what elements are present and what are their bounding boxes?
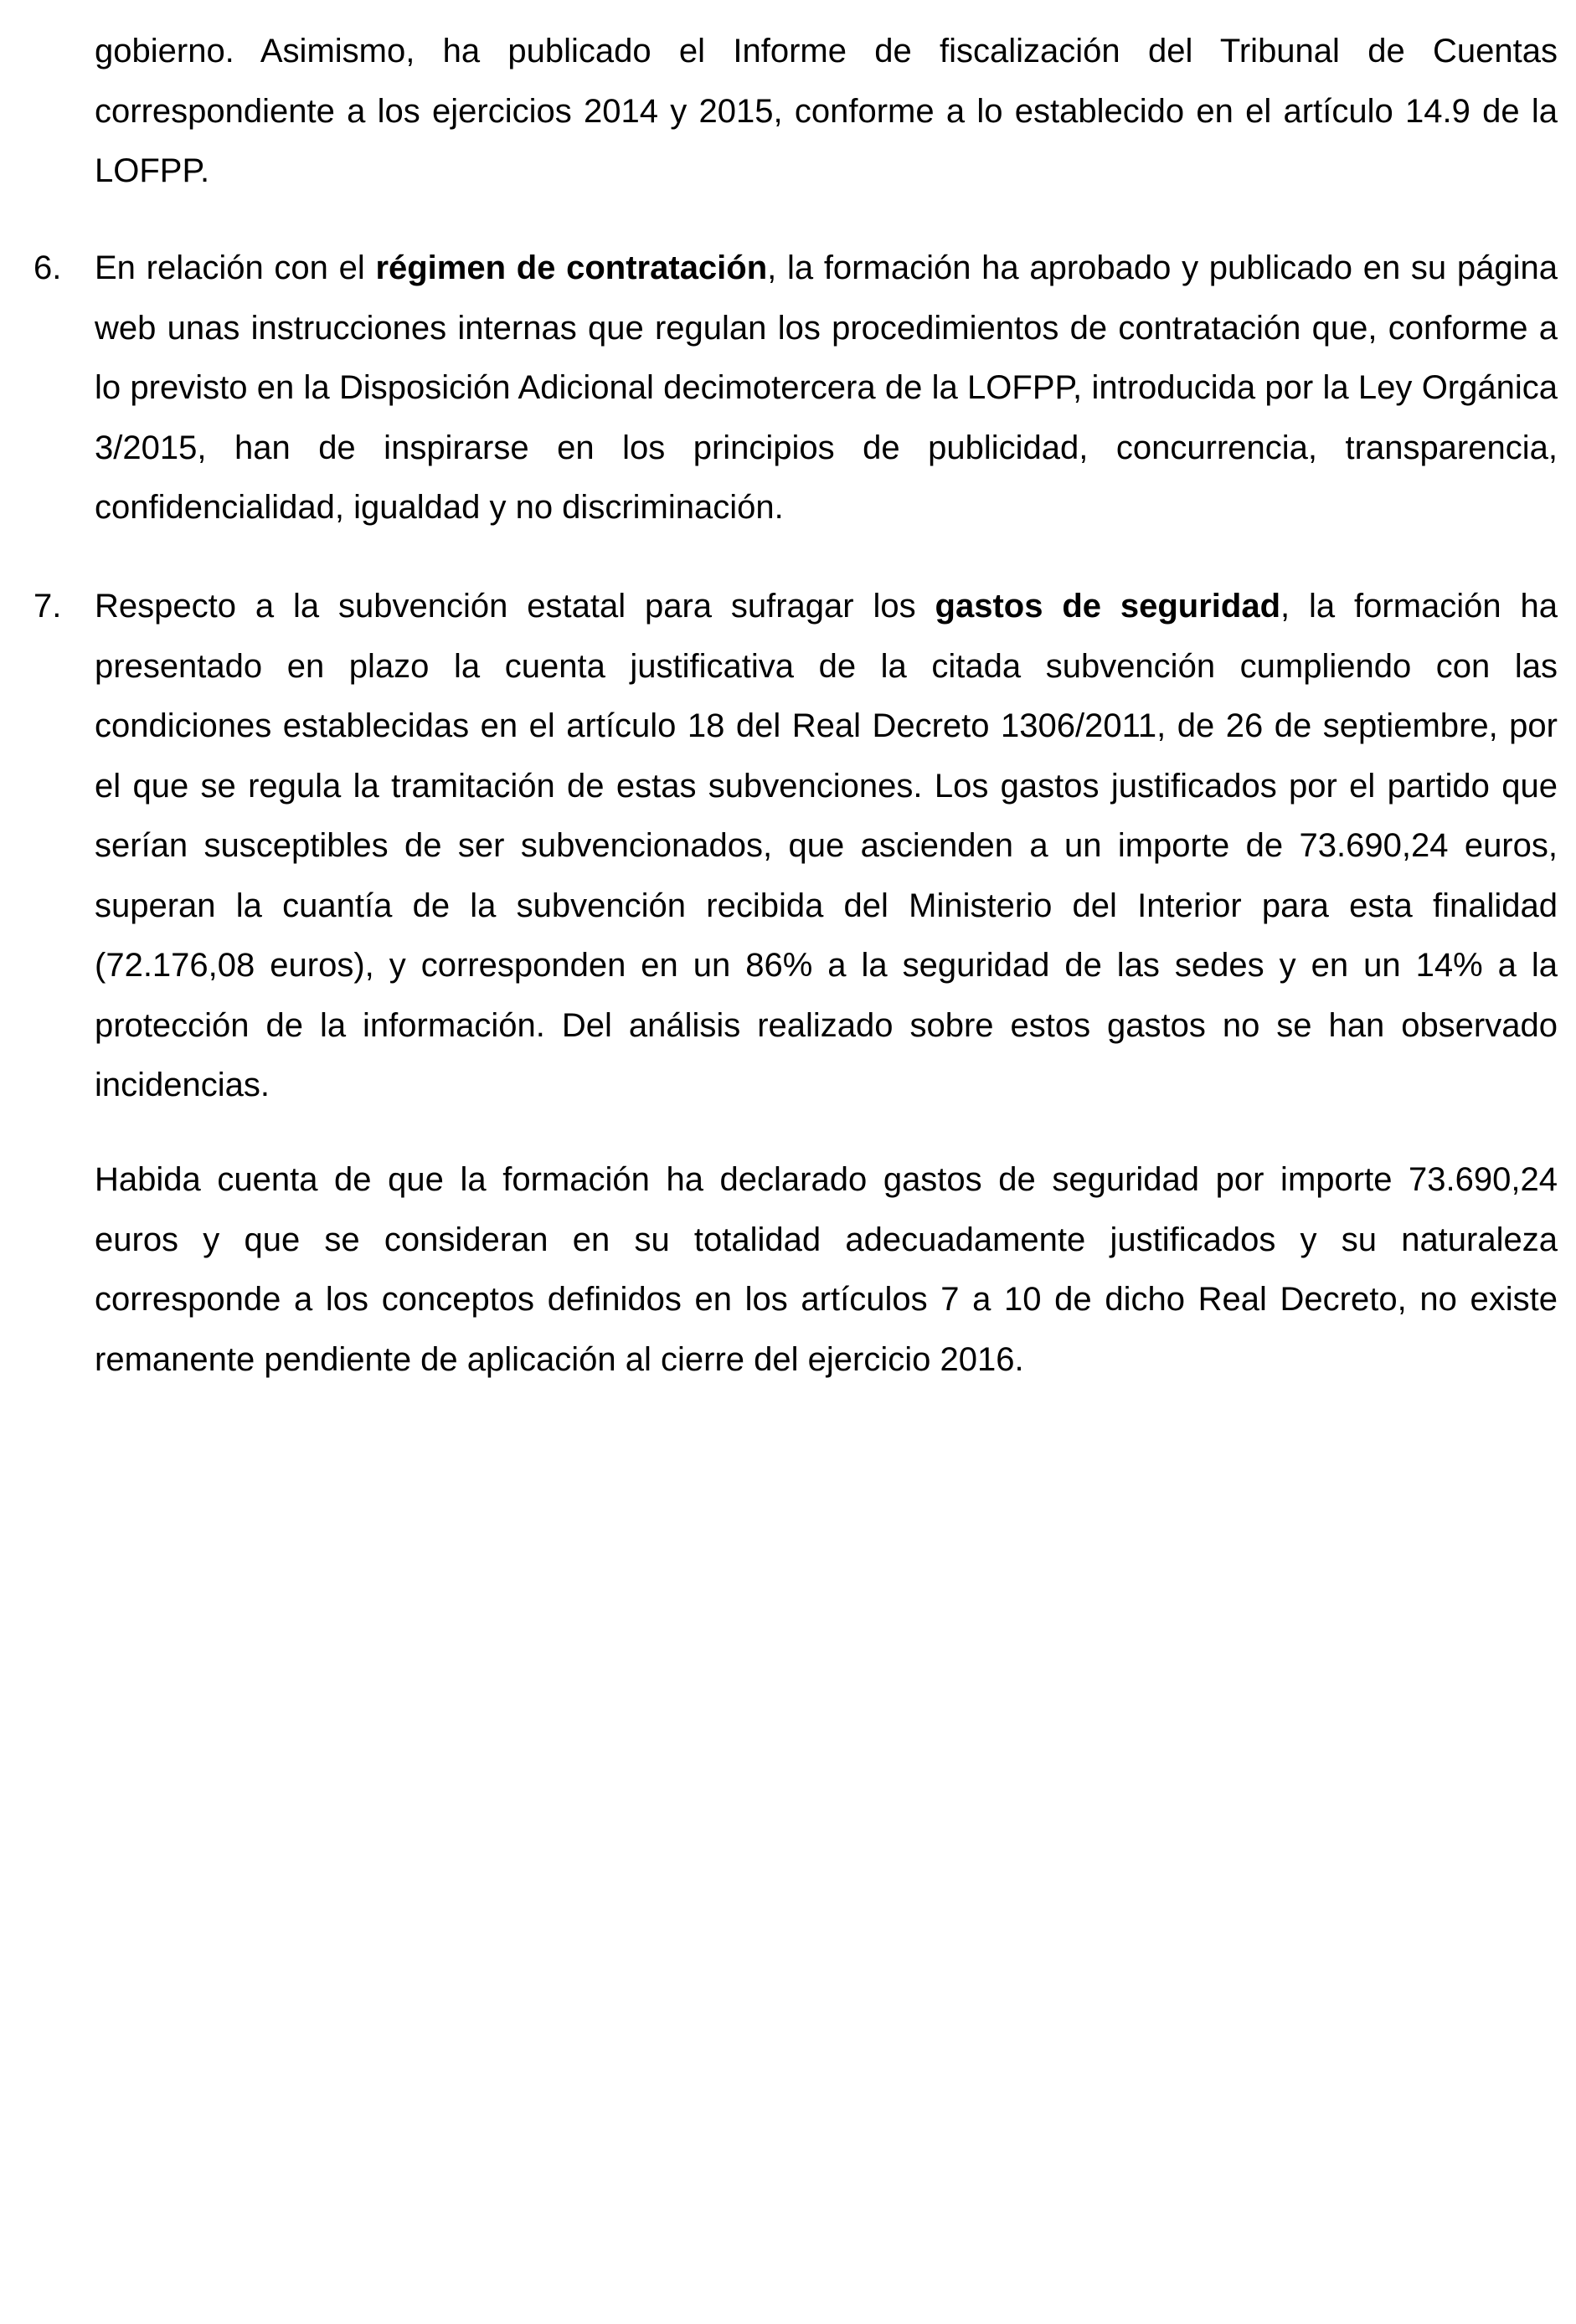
item-7-text-end: , la formación ha presentado en plazo la cuenta justificativa de la citada subvención cumpliendo con las condiciones establecidas en el artículo 18 del Real Decreto 1306/2011, de 26 de septiembre, por el que se regula la tramitación de estas subvenciones. Los gastos justificados por el partido que serían susceptibles de ser subvencionados, que ascienden a un importe de 73.690,24 euros, superan la cuantía de la subvención recibida del Ministerio del Interior para esta finalidad (72.176,08 euros), y corresponden en un 86% a la seguridad de las sedes y en un 14% a la protección de la información. Del análisis realizado sobre estos gastos no se han observado incidencias. bbox=[95, 588, 1558, 1103]
item-7-paragraph bbox=[95, 577, 1558, 1116]
continuation-paragraph: gobierno. Asimismo, ha publicado el Informe de fiscalización del Tribunal de Cuentas correspondiente a los ejercicios 2014 y 2015, conforme a lo establecido en el artículo 14.9 de la LOFPP. bbox=[95, 33, 1558, 189]
item-6-text-end: , la formación ha aprobado y publicado en su página web unas instrucciones internas que regulan los procedimientos de contratación que, conforme a lo previsto en la Disposición Adicional decimotercera de la LOFPP, introducida por la Ley Orgánica 3/2015, han de inspirarse en los principios de publicidad, concurrencia, transparencia, confidencialidad, igualdad y no discriminación. bbox=[95, 249, 1558, 526]
item-6-bold-term: régimen de contratación bbox=[375, 249, 768, 286]
item-6-paragraph bbox=[95, 239, 1558, 538]
item-7-bold-term: gastos de seguridad bbox=[935, 588, 1281, 625]
closing-paragraph: Habida cuenta de que la formación ha declarado gastos de seguridad por importe 73.690,24 euros y que se consideran en su totalidad adecuadamente justificados y su naturaleza corresponde a los conceptos definidos en los artículos 7 a 10 de dicho Real Decreto, no existe remanente pendiente de aplicación al cierre del ejercicio 2016. bbox=[95, 1161, 1558, 1378]
item-7-text-start: Respecto a la subvención estatal para sufragar los bbox=[95, 588, 935, 625]
item-number-7: 7. bbox=[33, 588, 62, 625]
item-6-text-start: En relación con el bbox=[95, 249, 376, 286]
item-number-6: 6. bbox=[33, 249, 62, 286]
